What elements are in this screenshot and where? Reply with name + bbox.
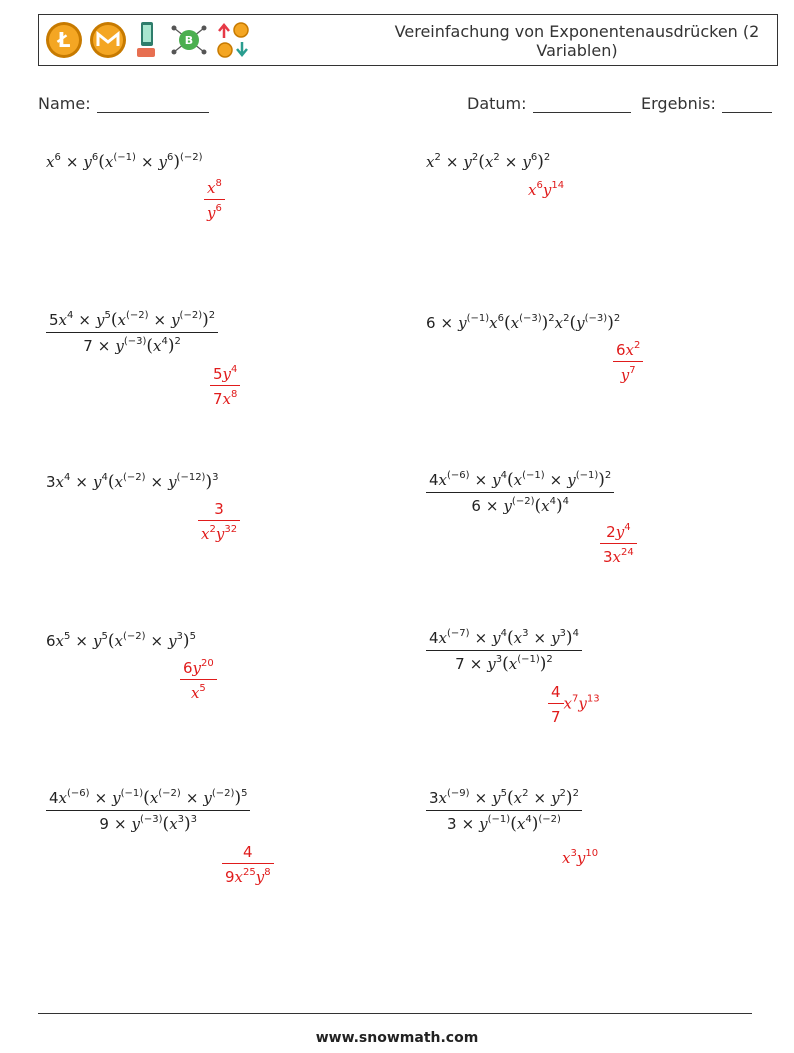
worksheet-title: Vereinfachung von Exponentenausdrücken (2 Variablen)	[394, 22, 760, 60]
answer-5: $\frac{3}{x^2y^{32}}$	[198, 499, 240, 543]
svg-text:B: B	[184, 34, 194, 47]
problem-10: $\frac{3x^{(-9)} \times y^5(x^2 \times y^2)^2}{3 \times y^{(-1)}(x^4)^{(-2)}}$	[426, 788, 582, 834]
footer-url[interactable]: www.snowmath.com	[315, 1030, 479, 1046]
problem-9: $\frac{4x^{(-6)} \times y^{(-1)}(x^{(-2)} \times y^{(-2)})^5}{9 \times y^{(-3)}(x^3)^3}$	[46, 788, 250, 834]
crypto-exchange-icon	[215, 20, 255, 60]
name-input-line[interactable]	[97, 111, 209, 113]
answer-8: $\frac{4}{7}$ $x^7y^{13}$	[548, 682, 600, 726]
answer-2: $x^6y^{14}$	[528, 180, 565, 199]
answer-10: $x^3y^{10}$	[562, 848, 599, 867]
litecoin-icon	[45, 21, 83, 59]
monero-icon	[89, 21, 127, 59]
result-input-line[interactable]	[722, 111, 772, 113]
problem-6: $\frac{4x^{(-6)} \times y^4(x^{(-1)} \times y^{(-1)})^2}{6 \times y^{(-2)}(x^4)^4}$	[426, 470, 614, 516]
problem-2: $x^2 \times y^2(x^2 \times y^6)^2$	[426, 152, 551, 172]
footer-divider	[38, 1013, 752, 1014]
answer-3: $\frac{5y^4}{7x^8}$	[210, 364, 240, 408]
problem-4: $6 \times y^{(-1)}x^6(x^{(-3)})^2x^2(y^{(-3)})^2$	[426, 313, 621, 333]
name-label: Name:	[38, 94, 91, 113]
answer-6: $\frac{2y^4}{3x^{24}}$	[600, 522, 637, 566]
problem-7: $6x^5 \times y^5(x^{(-2)} \times y^3)^5$	[46, 631, 196, 651]
answer-7: $\frac{6y^{20}}{x^5}$	[180, 658, 217, 702]
bitcoin-network-icon	[169, 20, 209, 60]
result-label: Ergebnis:	[641, 94, 716, 113]
icon-row	[45, 20, 255, 60]
svg-text:Ł: Ł	[57, 28, 71, 52]
problem-5: $3x^4 \times y^4(x^{(-2)} \times y^{(-12)})^3$	[46, 472, 219, 492]
date-field	[467, 94, 631, 113]
mobile-payment-icon	[133, 20, 163, 60]
result-field	[641, 94, 772, 113]
worksheet-header	[38, 14, 778, 66]
problem-8: $\frac{4x^{(-7)} \times y^4(x^3 \times y^3)^4}{7 \times y^3(x^{(-1)})^2}$	[426, 628, 582, 674]
name-field	[38, 94, 209, 113]
answer-4: $\frac{6x^2}{y^7}$	[613, 340, 643, 384]
problem-1: $x^6 \times y^6(x^{(-1)} \times y^6)^{(-2)}$	[46, 152, 203, 172]
problem-3: $\frac{5x^4 \times y^5(x^{(-2)} \times y^{(-2)})^2}{7 \times y^{(-3)}(x^4)^2}$	[46, 310, 218, 356]
date-label: Datum:	[467, 94, 527, 113]
answer-1: $\frac{x^8}{y^6}$	[204, 178, 225, 222]
answer-9: $\frac{4}{9x^{25}y^8}$	[222, 842, 274, 886]
date-input-line[interactable]	[533, 111, 631, 113]
